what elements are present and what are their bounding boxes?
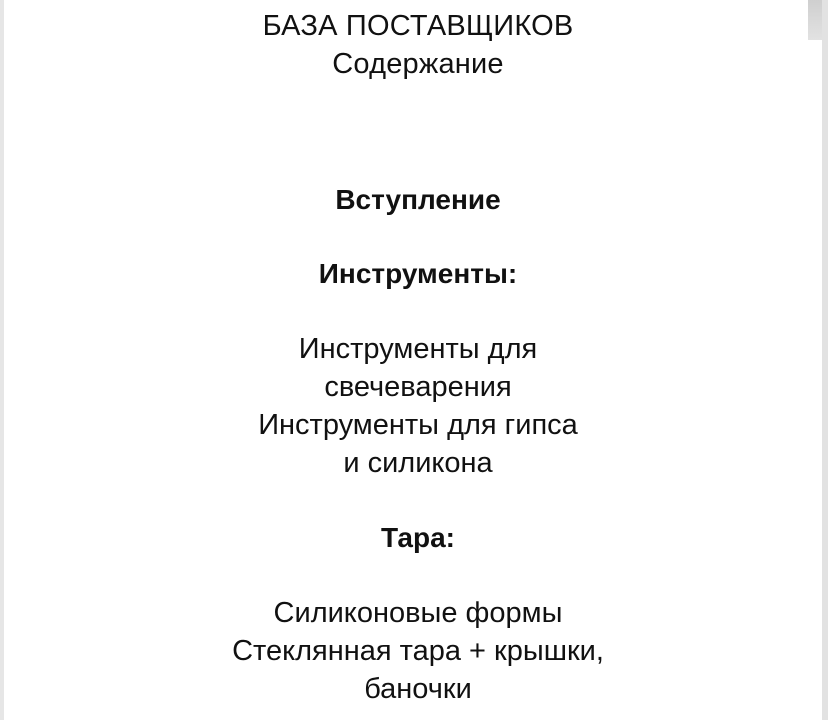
- toc-entry-silicone-molds: [4, 594, 828, 632]
- container-entries: [4, 594, 828, 708]
- toc-entry-line: баночки: [364, 673, 472, 705]
- toc-entry-glass-containers: [4, 632, 828, 708]
- section-heading-containers: Тара:: [381, 522, 455, 553]
- toc-entry-line: свечеварения: [324, 371, 512, 403]
- toc-entry-line: Силиконовые формы: [273, 597, 563, 629]
- toc-entry-line: Инструменты для: [298, 333, 538, 365]
- toc-entry-line: и силикона: [343, 447, 493, 479]
- toc-entry-line: Инструменты для гипса: [258, 409, 578, 441]
- document-title: БАЗА ПОСТАВЩИКОВ: [262, 10, 574, 42]
- contents-subtitle: Содержание: [332, 48, 504, 80]
- toc-entry-plaster-silicone-tools: [4, 406, 828, 482]
- toc-entry-candle-tools: [4, 330, 828, 406]
- toc-entry-line: Стеклянная тара + крышки,: [232, 635, 604, 667]
- section-heading-introduction: Вступление: [335, 184, 501, 215]
- table-of-contents: [4, 0, 828, 708]
- tools-entries: [4, 330, 828, 482]
- section-heading-tools: Инструменты:: [318, 258, 518, 289]
